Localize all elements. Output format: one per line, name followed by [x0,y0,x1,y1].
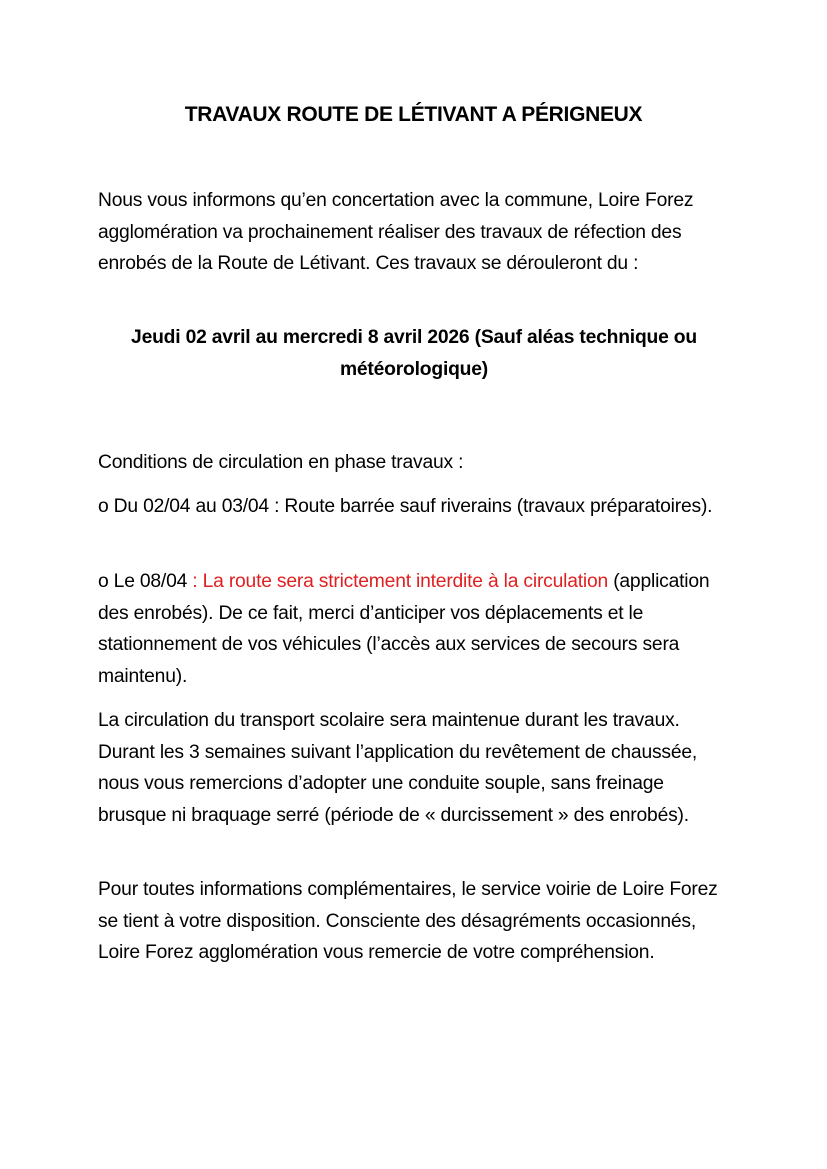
contact-paragraph: Pour toutes informations complémentaires, le service voirie de Loire Forez se tient à votre disposition. Consciente des désagréments occasionnés, Loire Forez agglomération vous remercie de votre compréhension. [98,879,718,963]
page-title: TRAVAUX ROUTE DE LÉTIVANT A PÉRIGNEUX [184,103,643,126]
closure-warning: : La route sera strictement interdite à la circulation [192,571,609,592]
condition-item-1: o Du 02/04 au 03/04 : Route barrée sauf riverains (travaux préparatoires). [98,496,713,517]
works-dates: Jeudi 02 avril au mercredi 8 avril 2026 (Sauf aléas technique ou météorologique) [131,327,697,380]
condition-item-2 [98,566,730,692]
intro-paragraph: Nous vous informons qu’en concertation avec la commune, Loire Forez agglomération va prochainement réaliser des travaux de réfection des enrobés de la Route de Létivant. Ces travaux se dérouleront du : [98,190,694,274]
conditions-heading: Conditions de circulation en phase travaux : [98,452,464,473]
condition-item-2-details: (application des enrobés). De ce fait, merci d’anticiper vos déplacements et le stationnement de vos véhicules (l’accès aux services de secours sera maintenu). [98,571,710,687]
transport-paragraph: La circulation du transport scolaire sera maintenue durant les travaux. Durant les 3 semaines suivant l’application du revêtement de chaussée, nous vous remercions d’adopter une conduite souple, sans freinage brusque ni braquage serré (période de « durcissement » des enrobés). [98,710,698,826]
condition-item-2-prefix: o Le 08/04 [98,571,193,592]
